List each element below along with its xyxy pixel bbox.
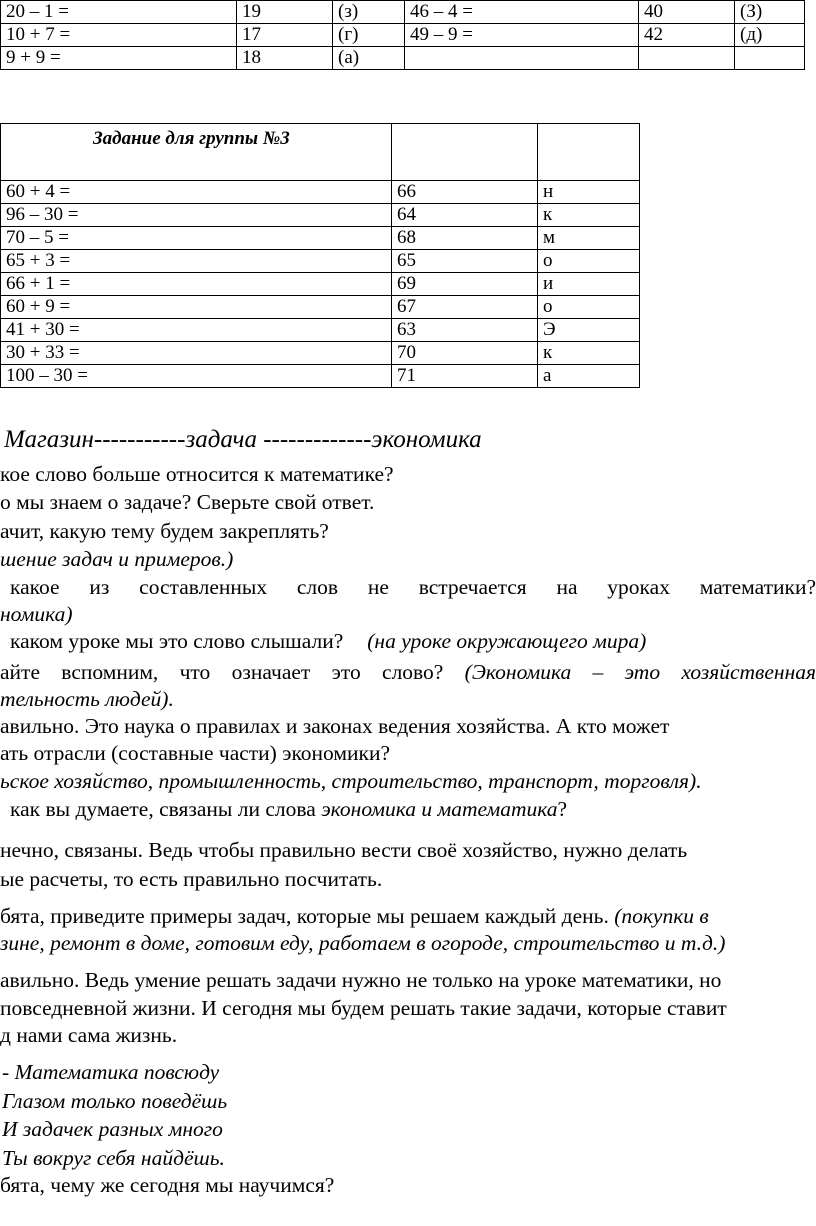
table-cell: 70 – 5 = [1,227,392,250]
table-cell: 70 [392,342,538,365]
table-row [1,204,640,227]
table-cell: (г) [333,24,405,47]
text-line [10,628,816,654]
table-cell: (а) [333,47,405,70]
text-span: каком уроке мы это слово слышали? [10,629,344,653]
text-line: повседневной жизни. И сегодня мы будем решать такие задачи, которые ставит [0,996,727,1020]
text-line [0,903,816,929]
table-cell: (З) [735,1,805,24]
table-cell: 41 + 30 = [1,319,392,342]
table-cell: 96 – 30 = [1,204,392,227]
table-cell: о [538,296,640,319]
table-cell: а [538,365,640,388]
table-cell: м [538,227,640,250]
text-line [0,659,816,685]
poem-line: Глазом только поведёшь [2,1089,228,1113]
text-line: д нами сама жизнь. [0,1023,178,1047]
table-cell: Э [538,319,640,342]
table-cell: и [538,273,640,296]
table-cell: 100 – 30 = [1,365,392,388]
table-cell [639,47,735,70]
table-cell: 30 + 33 = [1,342,392,365]
text-line: бята, чему же сегодня мы научимся? [0,1173,335,1197]
text-line [10,796,816,822]
text-line: о мы знаем о задаче? Сверьте свой ответ. [0,490,375,514]
group-table [0,123,640,388]
table-cell: 49 – 9 = [405,24,639,47]
text-span: айте вспомним, что означает это слово? [0,660,444,684]
table-cell: (з) [333,1,405,24]
table-cell: 18 [237,47,333,70]
table-row [1,273,640,296]
table-cell: 63 [392,319,538,342]
table-row [1,250,640,273]
text-span: (Экономика – это хозяйственная [464,660,816,684]
table-cell: 64 [392,204,538,227]
table-row [1,342,640,365]
table-cell: 10 + 7 = [1,24,237,47]
table-cell [538,124,640,181]
table-header-row [1,124,640,181]
text-line: кое слово больше относится к математике? [0,462,394,486]
table-cell: 9 + 9 = [1,47,237,70]
table-cell: н [538,181,640,204]
text-line: номика) [0,602,73,626]
table-cell: к [538,204,640,227]
table-cell: о [538,250,640,273]
poem-line: Ты вокруг себя найдёшь. [2,1146,225,1170]
table-cell: 60 + 9 = [1,296,392,319]
text-line: авильно. Ведь умение решать задачи нужно не только на уроке математики, но [0,968,722,992]
text-span: (на уроке окружающего мира) [367,629,647,653]
table-cell: 68 [392,227,538,250]
table-cell: 46 – 4 = [405,1,639,24]
table-cell: 40 [639,1,735,24]
text-line: шение задач и примеров.) [0,547,234,571]
text-line: зине, ремонт в доме, готовим еду, работаем в огороде, строительство и т.д.) [0,931,726,955]
table-cell: 67 [392,296,538,319]
text-line: ать отрасли (составные части) экономики? [0,741,391,765]
table-cell: 19 [237,1,333,24]
table-cell: 66 [392,181,538,204]
text-line: ьское хозяйство, промышленность, строительство, транспорт, торговля). [0,769,702,793]
table-cell [735,47,805,70]
table-cell: 66 + 1 = [1,273,392,296]
group-table-title: Задание для группы №3 [1,124,392,181]
text-line: ачит, какую тему будем закреплять? [0,519,329,543]
text-span: экономика и математика [321,797,558,821]
table-cell: 65 [392,250,538,273]
table-row [1,365,640,388]
table-row [1,1,805,24]
table-row [1,319,640,342]
table-row [1,24,805,47]
text-line: авильно. Это наука о правилах и законах ведения хозяйства. А кто может [0,714,670,738]
text-line: ые расчеты, то есть правильно посчитать. [0,867,383,891]
table-cell: 69 [392,273,538,296]
table-row [1,181,640,204]
text-span: ? [557,797,568,821]
table-row [1,296,640,319]
table-row [1,47,805,70]
poem-line: - Математика повсюду [2,1060,220,1084]
top-table [0,0,805,70]
text-line: тельность людей). [0,687,174,711]
text-line: нечно, связаны. Ведь чтобы правильно вести своё хозяйство, нужно делать [0,838,688,862]
table-cell [405,47,639,70]
table-row [1,227,640,250]
table-cell: 60 + 4 = [1,181,392,204]
table-cell: 20 – 1 = [1,1,237,24]
table-cell: 42 [639,24,735,47]
text-span: как вы думаете, связаны ли слова [10,797,316,821]
text-line: какое из составленных слов не встречается на уроках математики? [10,575,816,599]
topic-line: Магазин-----------задача -------------экономика [4,427,482,453]
text-span: бята, приведите примеры задач, которые мы решаем каждый день. [0,904,609,928]
poem-line: И задачек разных много [2,1117,223,1141]
text-span: (покупки в [614,904,709,928]
table-cell: к [538,342,640,365]
table-cell: (д) [735,24,805,47]
table-cell: 17 [237,24,333,47]
table-cell [392,124,538,181]
table-cell: 71 [392,365,538,388]
table-cell: 65 + 3 = [1,250,392,273]
